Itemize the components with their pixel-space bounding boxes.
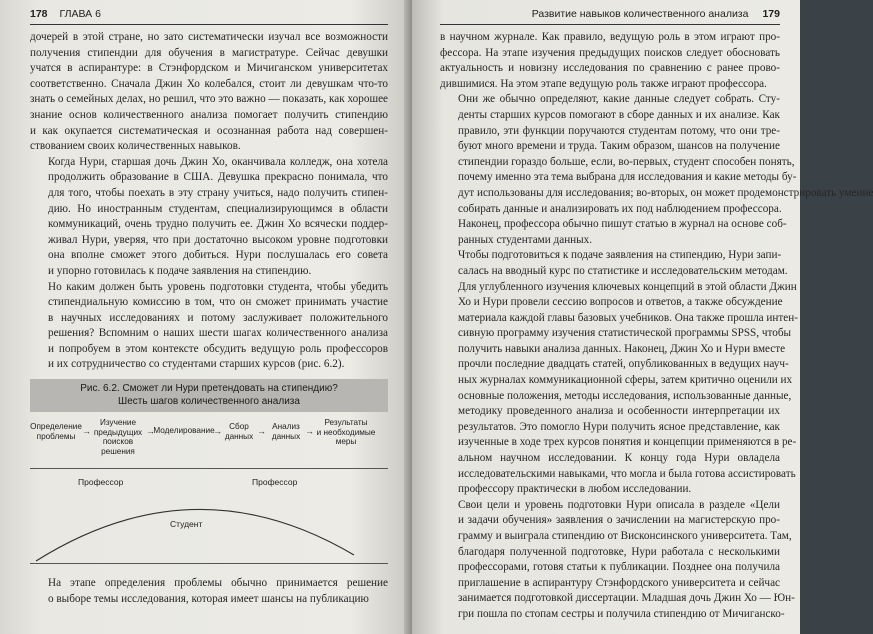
- right-paragraph: [440, 92, 873, 248]
- text-line: изученные в ходе трех курсов понятия и концепции применяются в ре-: [458, 436, 797, 449]
- text-line: знание основ количественного анализа помогает получить стипендию: [30, 108, 388, 121]
- right-page-number: 179: [762, 8, 780, 20]
- text-line: приглашение в аспирантуру Стэнфордского университета и сейчас: [458, 576, 780, 589]
- analysis-step-label: Изучение: [99, 418, 137, 428]
- text-line: коммуникаций, очень трудно получить ее. Джин Хо всячески поддер-: [48, 218, 388, 231]
- analysis-step-label: Сбор: [229, 422, 249, 432]
- text-line: соответственно. Сначала Джин Хо колебался, стоит ли девушкам что-то: [30, 77, 388, 90]
- analysis-step-label: данных: [271, 431, 301, 441]
- text-line: стипендиальную комиссию в том, что он сможет принимать участие: [48, 296, 388, 309]
- figure-caption-box: [30, 379, 388, 412]
- text-line: грамму и выиграла стипендию от Висконсинского университета. Там,: [458, 530, 792, 542]
- analysis-step: [268, 422, 304, 441]
- professor-label-left: Профессор: [78, 477, 124, 488]
- text-line: гри пошла по стопам сестры и получила стипендию от Мичиганско-: [458, 607, 785, 620]
- text-line: Чтобы подготовиться к подаче заявления на стипендию, Нури запи-: [458, 249, 782, 262]
- text-line: ных журналах коммуникационной сферы, затем критично оценили их: [458, 374, 793, 387]
- text-line: продолжить образование в США. Девушка прекрасно понимала, что: [48, 171, 388, 184]
- after-figure-text: [30, 576, 388, 607]
- text-line: в научном журнале. Как правило, ведущую роль в этом играют про-: [440, 31, 780, 43]
- text-line: фессора. На этапе изучения предыдущих поисков следует обосновать: [440, 46, 780, 59]
- text-line: и как окупается систематическая и осознанная работа над совершен-: [30, 124, 388, 137]
- text-line: ранных студентами данных.: [458, 233, 593, 246]
- text-line: буют много времени и труда. Таким образом, шансов на получение: [458, 140, 780, 153]
- analysis-step-label: Результаты: [324, 418, 368, 428]
- left-page: [0, 0, 412, 634]
- text-line: в научных исследованиях и потому заслуживает положительного: [48, 311, 388, 324]
- text-line: исследовательскими навыками, что могла и была готова ассистировать: [458, 467, 796, 480]
- analysis-step-label: проблемы: [36, 431, 76, 441]
- text-line: денты старших курсов помогают в сборе данных и их анализе. Как: [458, 108, 780, 121]
- text-line: актуальность и новизну исследования по сравнению с ранее прово-: [440, 62, 780, 75]
- text-line: прочли последние двадцать статей, опубликованных в ведущих науч-: [458, 358, 789, 371]
- text-line: живал Нури, уверяя, что при достаточно высоком уровне подготовки: [48, 233, 388, 246]
- analysis-step-label: Определение: [30, 422, 82, 432]
- analysis-steps-flow: [30, 418, 388, 462]
- left-running-head: [30, 4, 388, 25]
- left-paragraph: [30, 280, 388, 374]
- text-line: дию. Но иностранным студентам, специализирующимся в области: [48, 202, 388, 215]
- analysis-step: [30, 422, 82, 441]
- analysis-step-label: и необходимые: [316, 427, 376, 437]
- figure-caption-title: Рис. 6.2. Сможет ли Нури претендовать на стипендию?: [80, 383, 338, 395]
- text-line: для того, чтобы поехать в эту страну учиться, надо получить стипен-: [48, 186, 388, 199]
- step-arrow-icon: →: [213, 426, 222, 437]
- left-chapter-title: ГЛАВА 6: [59, 8, 101, 20]
- text-line: салась на вводный курс по статистике и исследовательским методам.: [458, 264, 788, 277]
- right-paragraph: [440, 498, 795, 623]
- text-line: собирать данные и анализировать их под наблюдением профессора.: [458, 202, 782, 215]
- right-paragraph: [440, 248, 798, 498]
- left-paragraph: [30, 30, 388, 155]
- analysis-step-label: данных: [224, 431, 254, 441]
- student-label: Студент: [170, 519, 203, 530]
- text-line: благодаря полученной подготовке, Нури работала с несколькими: [458, 545, 780, 558]
- text-line: методику проведенного анализа и особенности интерпретации их: [458, 405, 780, 418]
- text-line: дочерей в этой стране, но зато систематически изучал все возможности: [30, 31, 388, 43]
- text-line: и попробуем в этом контексте обсудить ведущую роль профессоров: [48, 342, 388, 355]
- role-curve-line: [36, 510, 354, 562]
- figure-caption-subtitle: Шесть шагов количественного анализа: [118, 396, 300, 408]
- text-line: Для углубленного изучения ключевых концепций в этой области Джин: [458, 280, 797, 293]
- text-line: профессору практически в любом исследовании.: [458, 483, 692, 496]
- step-arrow-icon: →: [82, 426, 91, 437]
- text-line: знать о семейных делах, но решил, что это важно — показать, как хорошее: [30, 93, 388, 106]
- text-line: Хо и Нури провели сессию вопросов и ответов, а также обсуждение: [458, 296, 783, 309]
- analysis-step-label: предыдущих: [93, 427, 143, 437]
- text-line: учатся в аспирантуре: в Стэнфордском и Мичиганском университетах: [30, 62, 388, 75]
- text-line: На этапе определения проблемы обычно принимается решение: [48, 577, 388, 590]
- right-body-text: [440, 30, 873, 623]
- analysis-step-label: меры: [335, 437, 357, 447]
- text-line: и задачи обучения» заявления о зачислении на магистерскую про-: [458, 514, 780, 527]
- step-arrow-icon: →: [146, 426, 155, 437]
- right-paragraph: [440, 30, 780, 92]
- text-line: результатов. Это помогло Нури получить ясное представление, как: [458, 420, 780, 433]
- text-line: стипендии гораздо больше, если, во-первых, студент способен понять,: [458, 155, 795, 168]
- left-page-number: 178: [30, 8, 48, 20]
- text-line: дившимися. На этом этапе ведущую роль также играют профессора.: [440, 77, 767, 90]
- text-line: Наконец, профессора обычно пишут статью в журнал на основе соб-: [458, 218, 787, 231]
- text-line: профессорами, готовя статьи к публикации. Позднее она получила: [458, 561, 780, 574]
- text-line: и упорно готовилась к подаче заявления на стипендию.: [48, 264, 312, 277]
- step-arrow-icon: →: [257, 426, 266, 437]
- analysis-step: [316, 418, 376, 447]
- left-body-text: [30, 30, 388, 373]
- text-line: Но каким должен быть уровень подготовки студента, чтобы убедить: [48, 280, 388, 293]
- text-line: Они же обычно определяют, какие данные следует собрать. Сту-: [458, 93, 780, 106]
- right-section-title: Развитие навыков количественного анализа: [531, 8, 749, 20]
- text-line: занимается подготовкой диссертации. Младшая дочь Джин Хо — Юн-: [458, 592, 795, 605]
- text-line: ствованием своих количественных навыков.: [30, 140, 241, 153]
- text-line: получения стипендии для обучения в магистратуре. Сейчас девушки: [30, 46, 388, 59]
- right-page: [412, 0, 873, 634]
- step-arrow-icon: →: [305, 426, 314, 437]
- text-line: правило, эти функции поручаются студентам потому, что они тре-: [458, 124, 780, 137]
- role-curve-diagram: [30, 468, 388, 564]
- analysis-step: [153, 426, 215, 436]
- analysis-step: [222, 422, 256, 441]
- analysis-step-label: решения: [101, 446, 135, 456]
- text-line: решения? Вспомним о наших шести шагах количественного анализа: [48, 327, 388, 340]
- text-line: материала каждой главы базовых учебников. Она также прошла интен-: [458, 311, 798, 324]
- text-line: альном научном исследовании. К концу года Нури овладела: [458, 452, 780, 465]
- text-line: и их сотрудничество со студентами старших курсов (рис. 6.2).: [48, 358, 345, 371]
- text-line: она вполне сможет этого добиться. Нури послушалась его совета: [48, 249, 388, 262]
- text-line: основные положения, методы исследования, использованные данные,: [458, 389, 792, 402]
- text-line: Когда Нури, старшая дочь Джин Хо, оканчивала колледж, она хотела: [48, 155, 388, 168]
- text-line: Свои цели и уровень подготовки Нури описала в разделе «Цели: [458, 498, 780, 511]
- text-line: получить навыки анализа данных. Наконец, Джин Хо и Нури вместе: [458, 342, 786, 355]
- analysis-step-label: Моделирование: [153, 426, 215, 436]
- analysis-step-label: поисков: [102, 437, 134, 447]
- professor-label-right: Профессор: [252, 477, 298, 488]
- analysis-step-label: Анализ: [272, 422, 300, 432]
- text-line: сивную программу изучения статистической программы SPSS, чтобы: [458, 327, 792, 340]
- left-paragraph: [30, 155, 388, 280]
- analysis-step: [90, 418, 146, 456]
- text-line: почему именно эта тема выбрана для исследования и какие методы бу-: [458, 171, 797, 184]
- text-line: дут использованы для исследования; во-вторых, он может продемонстрировать умение: [458, 186, 873, 199]
- text-line: о выборе темы исследования, которая имеет шансы на публикацию: [48, 592, 369, 605]
- right-running-head: [440, 4, 780, 25]
